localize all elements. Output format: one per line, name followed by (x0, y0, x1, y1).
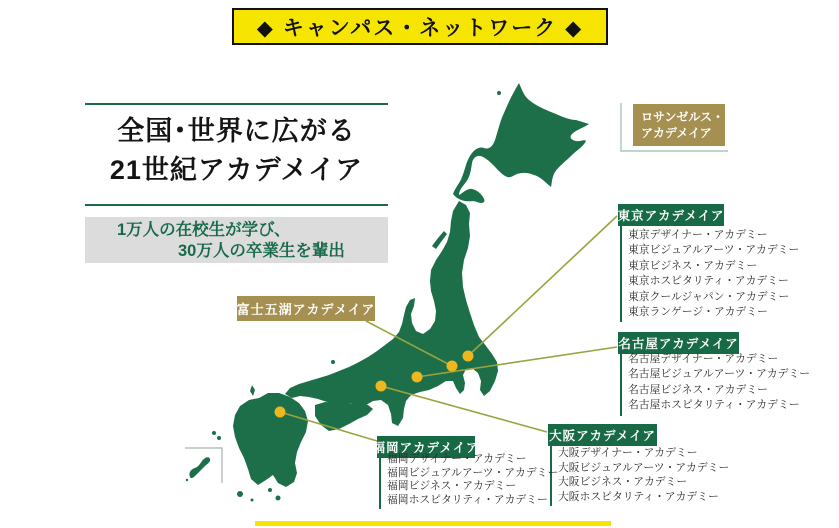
subtitle-line1: 1万人の在校生が学び、 (117, 221, 291, 239)
islet-south-1 (237, 491, 243, 497)
school-list-nagoya (620, 350, 810, 416)
intro-title-line1: 全国･世界に広がる (117, 116, 356, 146)
school-item: 東京ランゲージ・アカデミー (628, 306, 768, 319)
campus-label-fujigoko: 富士五湖アカデメイア (237, 296, 375, 321)
island-okinawa (189, 457, 210, 478)
campus-label-osaka: 大阪アカデメイア (548, 424, 657, 446)
school-list-osaka (550, 444, 729, 506)
campus-label-nagoya: 名古屋アカデメイア (618, 332, 739, 354)
school-item: 福岡ビジネス・アカデミー (387, 480, 517, 493)
school-item: 大阪ビジュアルアーツ・アカデミー (558, 461, 730, 474)
campus-dot-fujigoko (447, 361, 458, 372)
island-oki (331, 360, 335, 364)
school-item: 東京ビジュアルアーツ・アカデミー (628, 244, 800, 257)
islet-south-2 (251, 499, 254, 502)
subtitle-line2: 30万人の卒業生を輩出 (178, 242, 345, 260)
school-item: 大阪ホスピタリティ・アカデミー (558, 490, 719, 503)
islet-okinawa-2 (186, 479, 188, 481)
campus-dot-fukuoka (275, 407, 286, 418)
campus-dot-osaka (376, 381, 387, 392)
islet-south-3 (268, 488, 272, 492)
school-item: 東京ビジネス・アカデミー (628, 259, 758, 272)
school-item: 名古屋デザイナー・アカデミー (628, 353, 779, 365)
island-hokkaido (453, 83, 589, 203)
school-item: 名古屋ビジュアルアーツ・アカデミー (628, 368, 811, 381)
leader-line-tokyo (468, 216, 617, 356)
school-list-fukuoka (379, 451, 558, 509)
campus-dot-tokyo (463, 351, 474, 362)
leader-line-osaka (381, 386, 547, 432)
page-title: ◆ キャンパス・ネットワーク ◆ (256, 16, 584, 40)
bottom-banner-edge (255, 521, 611, 526)
school-item: 名古屋ホスピタリティ・アカデミー (628, 399, 800, 412)
school-item: 福岡ビジュアルアーツ・アカデミー (387, 466, 559, 479)
school-item: 東京ホスピタリティ・アカデミー (628, 275, 789, 288)
school-item: 大阪ビジネス・アカデミー (558, 476, 688, 488)
school-item: 福岡デザイナー・アカデミー (387, 453, 527, 465)
campus-label-fukuoka: 福岡アカデメイア (377, 436, 475, 458)
school-item: 東京デザイナー・アカデミー (628, 229, 768, 241)
campus-dot-nagoya (412, 372, 423, 383)
school-item: 東京クールジャパン・アカデミー (628, 290, 790, 303)
island-shikoku (315, 402, 373, 431)
school-item: 福岡ホスピタリティ・アカデミー (387, 493, 548, 506)
island-tsushima (250, 385, 255, 396)
islet-south-4 (276, 496, 281, 501)
island-goto-2 (217, 436, 221, 440)
island-goto-1 (212, 431, 216, 435)
island-kyushu (233, 393, 308, 487)
school-item: 名古屋ビジネス・アカデミー (628, 383, 768, 396)
intro-title-line2: 21世紀アカデメイア (109, 155, 364, 185)
school-item: 大阪デザイナー・アカデミー (558, 447, 698, 459)
losangeles-label-line2: アカデメイア (641, 126, 712, 140)
losangeles-label-line1: ロサンゼルス・ (641, 110, 725, 124)
campus-label-tokyo: 東京アカデメイア (618, 204, 724, 226)
campus-label-losangeles (633, 104, 725, 146)
island-rishiri (497, 91, 501, 95)
school-list-tokyo (620, 226, 799, 322)
